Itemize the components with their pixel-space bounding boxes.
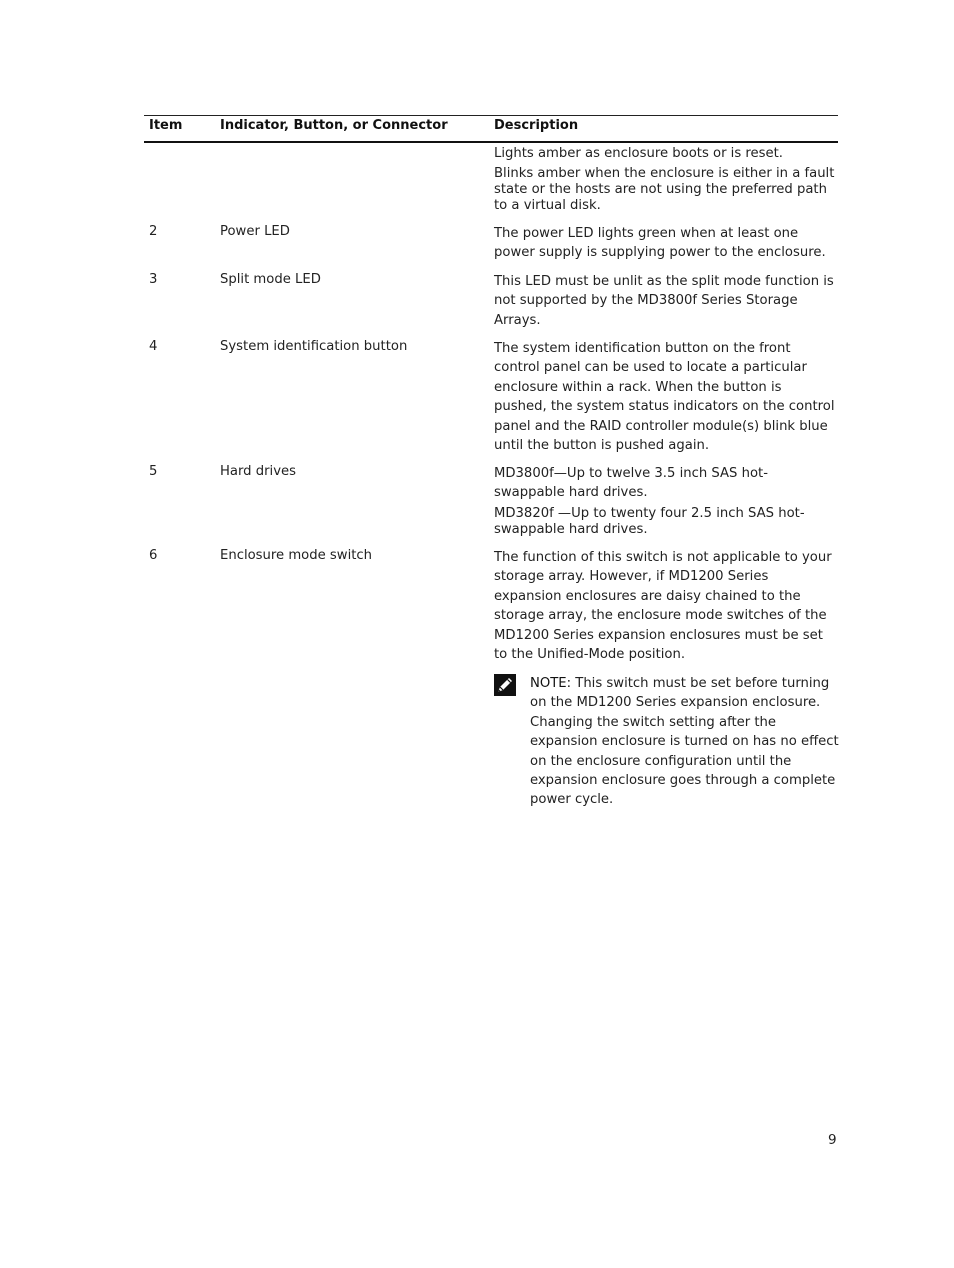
- item-number: 2: [149, 224, 158, 239]
- table-header: [144, 116, 838, 143]
- note-text: [530, 674, 842, 810]
- description-text: The function of this switch is not applicable to your storage array. However, if MD1200 Series expansion enclosures are daisy chained to the storage array, the enclosure mode switches of the MD1200 Series expansion enclosures must be set to the Unified-Mode position.: [494, 550, 832, 663]
- description-text: MD3800f—Up to twelve 3.5 inch SAS hot-swappable hard drives.: [494, 466, 768, 501]
- header-indicator: Indicator, Button, or Connector: [220, 118, 448, 133]
- page-number: 9: [828, 1132, 837, 1148]
- pencil-note-icon: [494, 674, 516, 696]
- item-number: 6: [149, 548, 158, 563]
- description-text: Blinks amber when the enclosure is either in a fault state or the hosts are not using the preferred path to a virtual disk.: [494, 166, 835, 213]
- description-text: Lights amber as enclosure boots or is reset.: [494, 146, 784, 161]
- indicator-name: Enclosure mode switch: [220, 548, 373, 563]
- header-description: Description: [494, 118, 579, 133]
- indicator-name: Power LED: [220, 224, 290, 239]
- spec-table: [144, 115, 839, 808]
- description-text: The system identification button on the front control panel can be used to locate a particular enclosure within a rack. When the button is pushed, the system status indicators on the control panel and the RAID controller module(s) blink blue until the button is pushed again.: [494, 341, 835, 454]
- item-number: 4: [149, 339, 158, 354]
- item-number: 3: [149, 272, 158, 287]
- indicator-name: System identification button: [220, 339, 408, 354]
- indicator-name: Hard drives: [220, 464, 296, 479]
- description-text: This LED must be unlit as the split mode function is not supported by the MD3800f Series Storage Arrays.: [494, 274, 834, 328]
- description-text: The power LED lights green when at least one power supply is supplying power to the enclosure.: [494, 226, 826, 261]
- header-item: Item: [149, 118, 183, 133]
- note-body: This switch must be set before turning on the MD1200 Series expansion enclosure. Changing the switch setting after the expansion enclosure is turned on has no effect on the enclosure configuration until the expansion enclosure goes through a complete power cycle.: [530, 676, 839, 808]
- note-label: NOTE:: [530, 676, 572, 691]
- item-number: 5: [149, 464, 158, 479]
- indicator-name: Split mode LED: [220, 272, 321, 287]
- description-text: MD3820f —Up to twenty four 2.5 inch SAS hot-swappable hard drives.: [494, 506, 805, 537]
